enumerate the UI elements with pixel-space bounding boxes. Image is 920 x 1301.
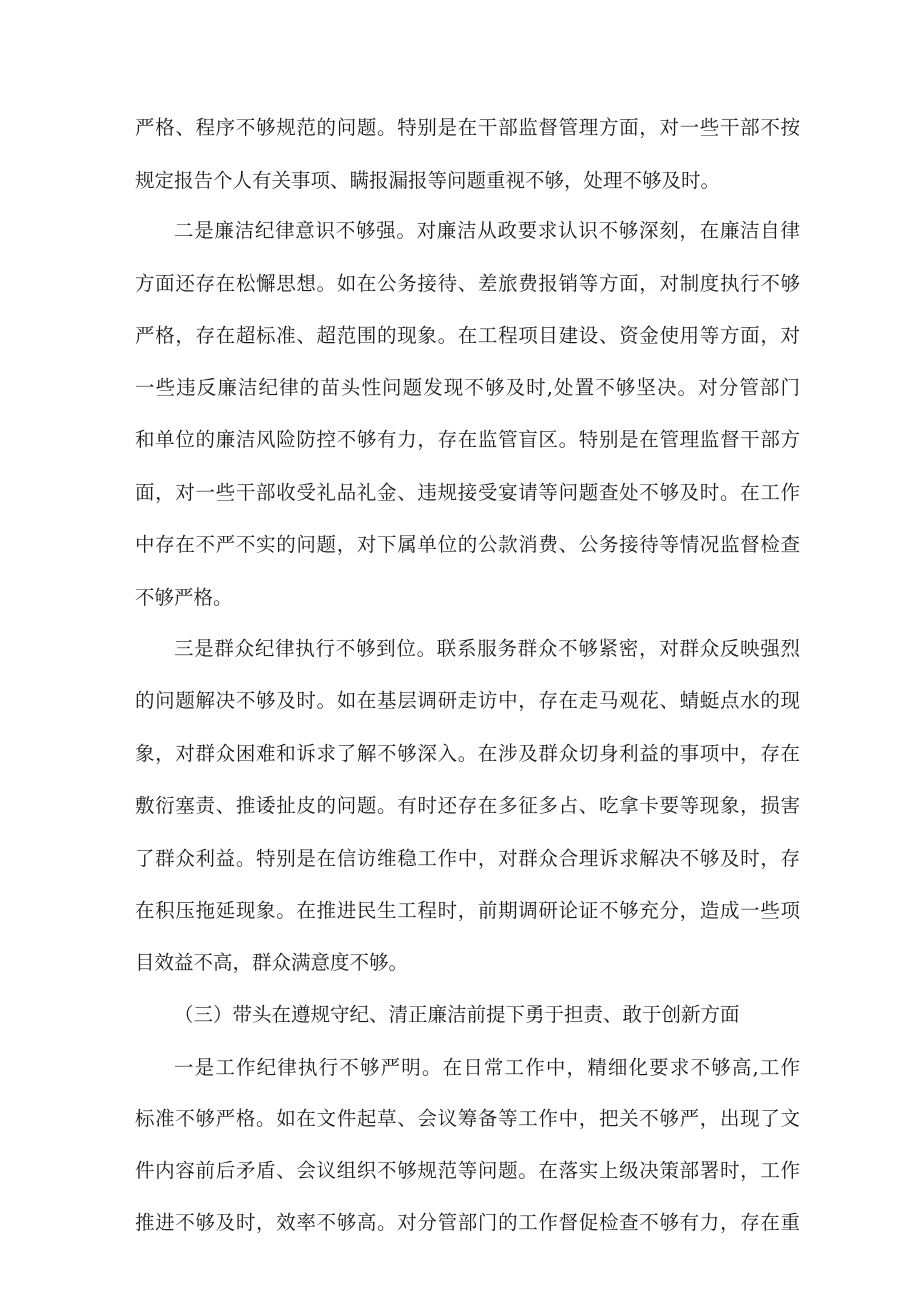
paragraph-2-line-8: 不够严格。 bbox=[135, 586, 233, 609]
paragraph-1-line-1: 严格、程序不够规范的问题。特别是在干部监督管理方面，对一些干部不按 bbox=[135, 116, 800, 139]
paragraph-3-line-6: 在积压拖延现象。在推进民生工程时，前期调研论证不够充分，造成一些项 bbox=[135, 899, 800, 922]
paragraph-3-line-2: 的问题解决不够及时。如在基层调研走访中，存在走马观花、蜻蜓点水的现 bbox=[135, 689, 800, 712]
paragraph-2-line-4: 一些违反廉洁纪律的苗头性问题发现不够及时,处置不够坚决。对分管部门 bbox=[135, 376, 800, 399]
paragraph-2-line-1: 二是廉洁纪律意识不够强。对廉洁从政要求认识不够深刻，在廉洁自律 bbox=[174, 219, 800, 242]
paragraph-3-line-1: 三是群众纪律执行不够到位。联系服务群众不够紧密，对群众反映强烈 bbox=[174, 637, 800, 660]
paragraph-2-line-6: 面，对一些干部收受礼品礼金、违规接受宴请等问题查处不够及时。在工作 bbox=[135, 481, 800, 504]
paragraph-1-line-2: 规定报告个人有关事项、瞒报漏报等问题重视不够，处理不够及时。 bbox=[135, 169, 721, 192]
paragraph-4-line-1: 一是工作纪律执行不够严明。在日常工作中，精细化要求不够高,工作 bbox=[174, 1056, 800, 1079]
section-heading: （三）带头在遵规守纪、清正廉洁前提下勇于担责、敢于创新方面 bbox=[174, 1003, 740, 1026]
paragraph-3-line-3: 象，对群众困难和诉求了解不够深入。在涉及群众切身利益的事项中，存在 bbox=[135, 742, 800, 765]
paragraph-3-line-4: 敷衍塞责、推诿扯皮的问题。有时还存在多征多占、吃拿卡要等现象，损害 bbox=[135, 794, 800, 817]
paragraph-4-line-4: 推进不够及时，效率不够高。对分管部门的工作督促检查不够有力，存在重 bbox=[135, 1211, 800, 1234]
paragraph-2-line-7: 中存在不严不实的问题，对下属单位的公款消费、公务接待等情况监督检查 bbox=[135, 533, 800, 556]
paragraph-3-line-5: 了群众利益。特别是在信访维稳工作中，对群众合理诉求解决不够及时，存 bbox=[135, 847, 800, 870]
paragraph-4-line-2: 标准不够严格。如在文件起草、会议筹备等工作中，把关不够严，出现了文 bbox=[135, 1107, 800, 1130]
paragraph-2-line-2: 方面还存在松懈思想。如在公务接待、差旅费报销等方面，对制度执行不够 bbox=[135, 272, 800, 295]
paragraph-4-line-3: 件内容前后矛盾、会议组织不够规范等问题。在落实上级决策部署时，工作 bbox=[135, 1159, 800, 1182]
paragraph-2-line-3: 严格，存在超标准、超范围的现象。在工程项目建设、资金使用等方面，对 bbox=[135, 324, 800, 347]
paragraph-3-line-7: 目效益不高，群众满意度不够。 bbox=[135, 951, 409, 974]
paragraph-2-line-5: 和单位的廉洁风险防控不够有力，存在监管盲区。特别是在管理监督干部方 bbox=[135, 428, 800, 451]
